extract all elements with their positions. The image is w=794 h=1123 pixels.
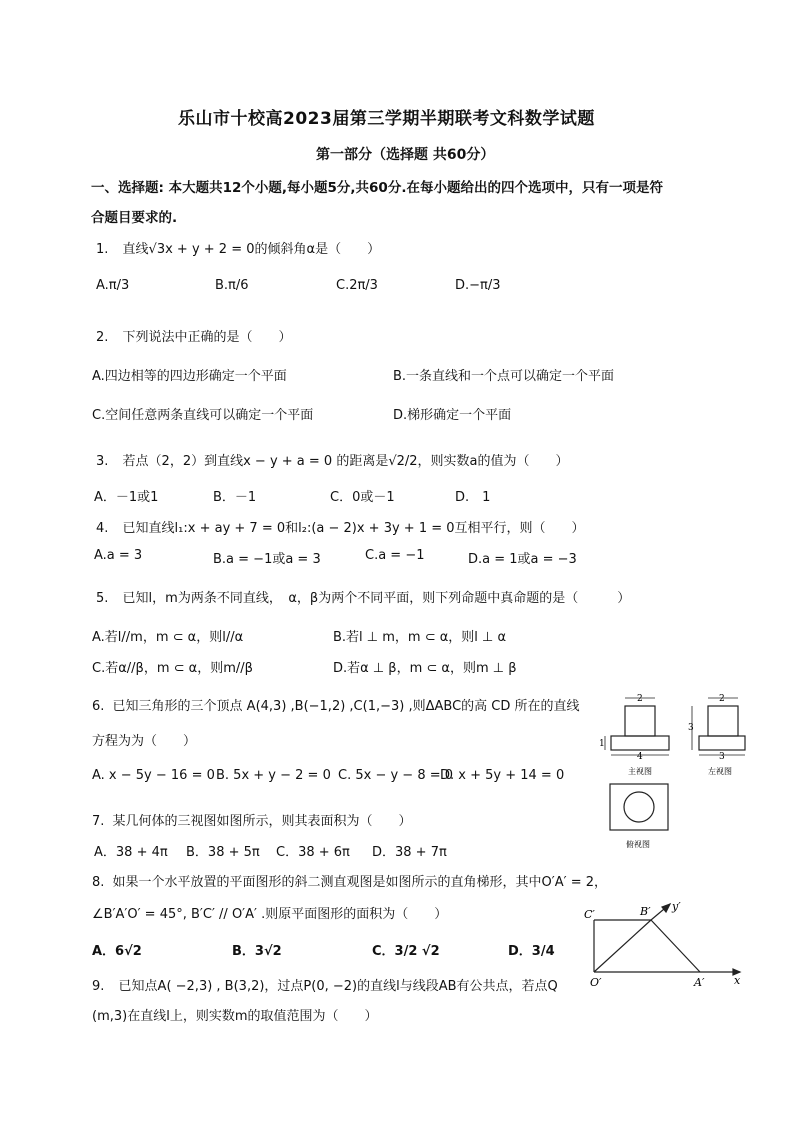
side-view xyxy=(692,698,745,755)
label-o-prime: O′ xyxy=(590,976,602,989)
question-6-option-c: C. 5x − y − 8 = 0 xyxy=(338,768,454,783)
side-view-label: 左视图 xyxy=(708,767,732,776)
question-number: 3. xyxy=(96,454,109,469)
question-stem-line1: 如果一个水平放置的平面图形的斜二测直观图是如图所示的直角梯形，其中O′A′ = 2， xyxy=(112,875,608,890)
question-1 xyxy=(96,238,380,257)
question-3-option-d: D. 1 xyxy=(455,490,491,505)
question-8-option-c: C．3/2 √2 xyxy=(372,944,440,959)
top-view-label: 俯视图 xyxy=(626,840,650,849)
top-view xyxy=(610,784,668,830)
label-c-prime: C′ xyxy=(584,908,595,921)
question-1-option-c: C.2π/3 xyxy=(336,278,378,293)
question-6-option-d: D. x + 5y + 14 = 0 xyxy=(440,768,565,783)
question-stem: 某几何体的三视图如图所示，则其表面积为（ ） xyxy=(112,814,412,829)
front-view xyxy=(605,698,669,755)
question-4-option-d: D.a = 1或a = −3 xyxy=(468,552,577,567)
question-stem: 下列说法中正确的是（ ） xyxy=(122,330,292,345)
question-4 xyxy=(96,517,585,536)
question-6-option-b: B. 5x + y − 2 = 0 xyxy=(216,768,331,783)
question-8-option-b: B．3√2 xyxy=(232,944,282,959)
question-6-option-a: A. x − 5y − 16 = 0 xyxy=(92,768,215,783)
exam-title: 乐山市十校高2023届第三学期半期联考文科数学试题 xyxy=(178,109,595,129)
side-view-dim-height: 3 xyxy=(688,723,694,733)
question-9 xyxy=(92,975,558,994)
question-5-option-d: D.若α ⊥ β，m ⊂ α，则m ⊥ β xyxy=(333,661,517,676)
question-stem-line1: 已知三角形的三个顶点 A(4,3) ,B(−1,2) ,C(1,−3) ,则ΔABC的高 CD 所在的直线 xyxy=(112,699,580,714)
section-one-instructions-line1: 一、选择题: 本大题共12个小题,每小题5分,共60分.在每小题给出的四个选项中，只有一项是符 xyxy=(91,180,663,196)
question-number: 7. xyxy=(92,814,105,829)
question-number: 1. xyxy=(96,242,109,257)
question-8-stem-line2: ∠B′A′O′ = 45°, B′C′ // O′A′ .则原平面图形的面积为（ ） xyxy=(92,907,448,922)
question-3-option-a: A．－1或1 xyxy=(94,490,159,505)
question-stem-line1: 已知点A( −2,3) , B(3,2)，过点P(0, −2)的直线l与线段AB有公共点，若点Q xyxy=(118,979,558,994)
question-4-option-a: A.a = 3 xyxy=(94,548,143,563)
front-view-label: 主视图 xyxy=(628,767,652,776)
question-3-option-b: B．－1 xyxy=(213,490,257,505)
question-2-option-c: C.空间任意两条直线可以确定一个平面 xyxy=(92,408,314,423)
front-view-dim-top: 2 xyxy=(637,694,643,704)
question-5 xyxy=(96,587,630,606)
question-4-option-b: B.a = −1或a = 3 xyxy=(213,552,321,567)
question-number: 5. xyxy=(96,591,109,606)
question-6-stem-line2: 方程为为（ ） xyxy=(92,734,197,749)
question-stem: 已知l，m为两条不同直线， α，β为两个不同平面，则下列命题中真命题的是（ ） xyxy=(122,591,631,606)
label-x: x xyxy=(734,974,741,987)
question-4-option-c: C.a = −1 xyxy=(365,548,425,563)
label-a-prime: A′ xyxy=(694,976,705,989)
label-b-prime: B′ xyxy=(640,905,651,918)
question-7-option-d: D．38 + 7π xyxy=(372,845,447,860)
question-7-option-a: A．38 + 4π xyxy=(94,845,168,860)
question-2-option-b: B.一条直线和一个点可以确定一个平面 xyxy=(393,369,615,384)
question-stem: 直线√3x + y + 2 = 0的倾斜角α是（ ） xyxy=(122,242,381,257)
question-7-option-b: B．38 + 5π xyxy=(186,845,260,860)
side-view-dim-bottom: 3 xyxy=(719,752,725,762)
question-2 xyxy=(96,326,292,345)
question-7 xyxy=(92,810,412,829)
question-5-option-b: B.若l ⊥ m，m ⊂ α，则l ⊥ α xyxy=(333,630,507,645)
question-6 xyxy=(92,695,580,714)
question-number: 4. xyxy=(96,521,109,536)
question-number: 6. xyxy=(92,699,105,714)
question-1-option-b: B.π/6 xyxy=(215,278,249,293)
question-5-option-a: A.若l//m，m ⊂ α，则l//α xyxy=(92,630,244,645)
question-2-option-d: D.梯形确定一个平面 xyxy=(393,408,512,423)
side-view-dim-top: 2 xyxy=(719,694,725,704)
question-8-option-a: A．6√2 xyxy=(92,944,142,959)
question-3-option-c: C．0或－1 xyxy=(330,490,395,505)
question-9-stem-line2: (m,3)在直线l上，则实数m的取值范围为（ ） xyxy=(92,1009,378,1024)
question-number: 8. xyxy=(92,875,105,890)
question-1-option-d: D.−π/3 xyxy=(455,278,501,293)
part-one-heading: 第一部分（选择题 共60分） xyxy=(316,147,495,163)
three-view-figure xyxy=(596,692,756,852)
question-3 xyxy=(96,450,569,469)
section-one-instructions-line2: 合题目要求的. xyxy=(91,210,178,226)
oblique-trapezoid-figure xyxy=(580,898,750,992)
question-2-option-a: A.四边相等的四边形确定一个平面 xyxy=(92,369,287,384)
label-y-prime: y′ xyxy=(672,900,681,913)
question-number: 9. xyxy=(92,979,105,994)
question-stem: 已知直线l₁:x + ay + 7 = 0和l₂:(a − 2)x + 3y + 1 = 0互相平行，则（ ） xyxy=(122,521,585,536)
question-8 xyxy=(92,871,607,890)
question-stem: 若点（2，2）到直线x − y + a = 0 的距离是√2/2，则实数a的值为（ ） xyxy=(122,454,569,469)
question-number: 2. xyxy=(96,330,109,345)
question-1-option-a: A.π/3 xyxy=(96,278,130,293)
front-view-dim-bottom: 4 xyxy=(637,752,643,762)
question-7-option-c: C．38 + 6π xyxy=(276,845,350,860)
front-view-dim-side: 1 xyxy=(599,739,605,749)
question-8-option-d: D．3/4 xyxy=(508,944,555,959)
question-5-option-c: C.若α//β，m ⊂ α，则m//β xyxy=(92,661,253,676)
